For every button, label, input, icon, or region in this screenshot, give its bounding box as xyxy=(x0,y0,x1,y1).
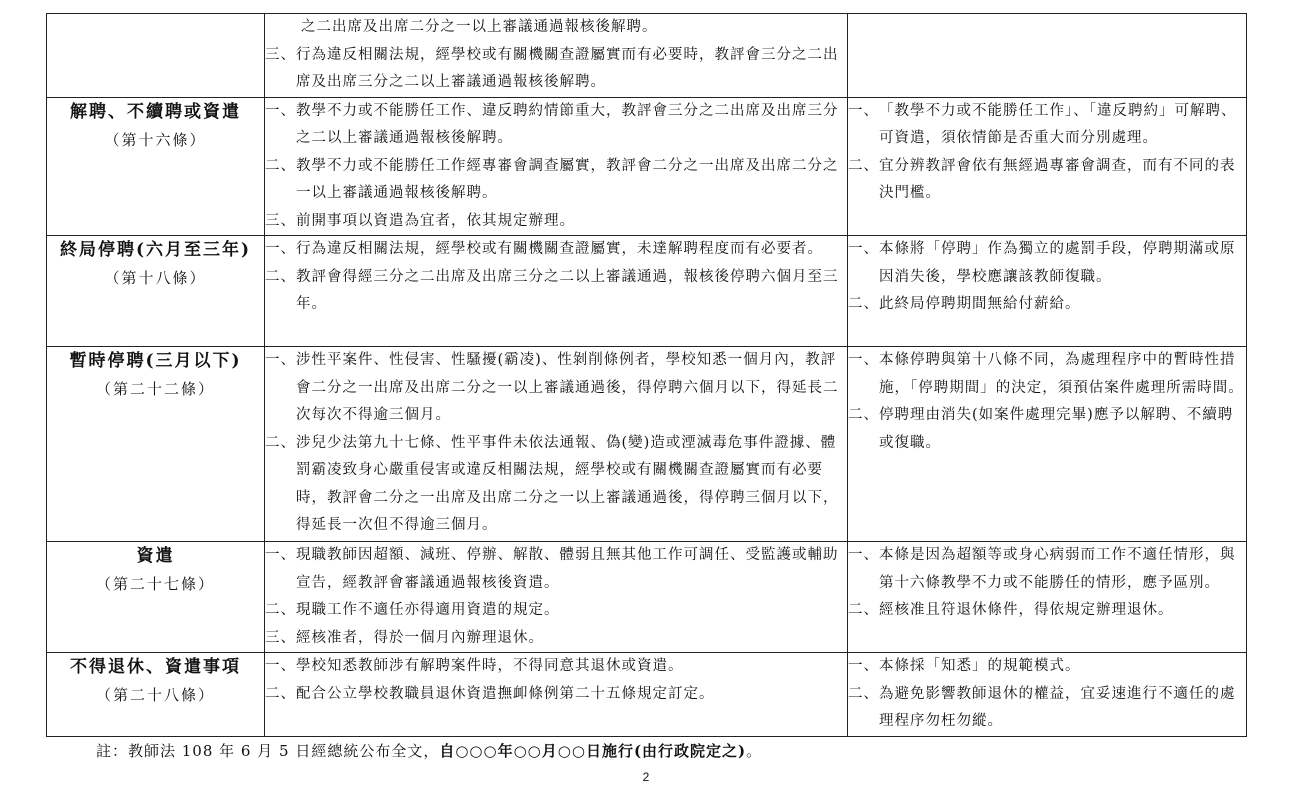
regulation-table xyxy=(46,13,1247,737)
row-title: 暫時停聘(三月以下) xyxy=(69,351,242,371)
note-item xyxy=(848,542,1246,597)
note-item-number: 二、 xyxy=(848,296,879,312)
row-title-cell xyxy=(47,542,265,653)
row-content-cell xyxy=(265,653,848,737)
note-item xyxy=(848,597,1246,625)
content-item xyxy=(265,597,847,625)
row-title-cell xyxy=(47,347,265,542)
content-item-text: 教學不力或不能勝任工作經專審會調查屬實，教評會二分之一出席及出席二分之一以上審議通過報核後解聘。 xyxy=(296,157,839,201)
note-item xyxy=(848,402,1246,457)
footnote-suffix: 。 xyxy=(746,742,763,760)
row-content-cell xyxy=(265,97,848,236)
note-item-text: 本條停聘與第十八條不同，為處理程序中的暫時性措施，「停聘期間」的決定，須預估案件處理所需時間。 xyxy=(879,352,1244,396)
content-item-number: 三、 xyxy=(265,46,296,63)
content-item xyxy=(265,542,847,597)
table-row xyxy=(47,236,1247,347)
row-notes-cell xyxy=(848,653,1247,737)
row-article: （第二十七條） xyxy=(95,575,215,593)
content-item xyxy=(265,153,847,208)
note-item-text: 停聘理由消失(如案件處理完畢)應予以解聘、不續聘或復職。 xyxy=(879,407,1234,451)
note-item-text: 本條是因為超額等或身心病弱而工作不適任情形，與第十六條教學不力或不能勝任的情形，應予區別。 xyxy=(879,547,1236,591)
note-item-number: 二、 xyxy=(848,685,879,702)
note-item-number: 二、 xyxy=(848,407,879,423)
content-item-text: 行為違反相關法規，經學校或有關機關查證屬實，未達解聘程度而有必要者。 xyxy=(296,241,823,257)
content-item-number: 一、 xyxy=(265,352,296,368)
content-item-number: 二、 xyxy=(265,157,296,174)
content-item-number: 三、 xyxy=(265,629,296,646)
content-item-text: 經核准者，得於一個月內辦理退休。 xyxy=(296,629,544,646)
content-item xyxy=(265,42,847,97)
content-item-text: 行為違反相關法規，經學校或有關機關查證屬實而有必要時，教評會三分之二出席及出席三分之二以上審議通過報核後解聘。 xyxy=(296,46,839,90)
note-item-number: 一、 xyxy=(848,352,879,368)
note-item-number: 一、 xyxy=(848,547,879,563)
content-item-number: 二、 xyxy=(265,685,296,702)
row-title-cell xyxy=(47,14,265,98)
row-title: 終局停聘(六月至三年) xyxy=(59,240,252,260)
content-item xyxy=(265,347,847,430)
content-item xyxy=(265,208,847,236)
content-item-text: 現職工作不適任亦得適用資遣的規定。 xyxy=(296,602,560,618)
note-item-text: 本條將「停聘」作為獨立的處罰手段，停聘期滿或原因消失後，學校應讓該教師復職。 xyxy=(879,241,1236,285)
content-item-text: 教評會得經三分之二出席及出席三分之二以上審議通過，報核後停聘六個月至三年。 xyxy=(296,268,839,312)
note-item-number: 二、 xyxy=(848,157,879,174)
footnote xyxy=(96,739,762,763)
note-item xyxy=(848,236,1246,291)
note-item-text: 本條採「知悉」的規範模式。 xyxy=(879,658,1081,674)
row-title-cell xyxy=(47,97,265,236)
content-item-number: 二、 xyxy=(265,268,296,285)
row-notes-cell xyxy=(848,347,1247,542)
note-item-number: 二、 xyxy=(848,602,879,618)
table-row xyxy=(47,542,1247,653)
content-item-number: 二、 xyxy=(265,434,296,451)
content-item xyxy=(265,236,847,264)
note-item xyxy=(848,681,1246,736)
content-item-text: 學校知悉教師涉有解聘案件時，不得同意其退休或資遣。 xyxy=(296,658,684,674)
row-title-cell xyxy=(47,236,265,347)
note-item-text: 此終局停聘期間無給付薪給。 xyxy=(879,296,1081,312)
content-item xyxy=(265,653,847,681)
row-content-cell xyxy=(265,14,848,98)
content-item-text: 涉兒少法第九十七條、性平事件未依法通報、偽(變)造或湮滅毒危事件證據、體罰霸凌致身心嚴重侵害或違反相關法規，經學校或有關機關查證屬實而有必要時，教評會二分之一出席及出席二分之一以上審議通過後，得停聘三個月以下，得延長一次但不得逾三個月。 xyxy=(296,434,839,533)
content-item-text: 前開事項以資遣為宜者，依其規定辦理。 xyxy=(296,212,575,229)
note-item-number: 一、 xyxy=(848,658,879,674)
content-item-number: 三、 xyxy=(265,212,296,229)
content-continuation: 之二出席及出席二分之一以上審議通過報核後解聘。 xyxy=(301,19,658,35)
content-item-number: 一、 xyxy=(265,241,296,257)
row-content-cell xyxy=(265,347,848,542)
row-article: （第二十二條） xyxy=(95,380,215,398)
footnote-effective-date: 自○○○年○○月○○日施行(由行政院定之) xyxy=(439,742,747,760)
content-item-text: 涉性平案件、性侵害、性騷擾(霸凌)、性剝削條例者，學校知悉一個月內，教評會二分之一出席及出席二分之一以上審議通過後，得停聘六個月以下，得延長二次每次不得逾三個月。 xyxy=(296,352,839,423)
note-item xyxy=(848,153,1246,208)
note-item xyxy=(848,347,1246,402)
note-item xyxy=(848,291,1246,319)
row-article: （第十六條） xyxy=(104,130,207,149)
content-item xyxy=(265,98,847,153)
page-number: 2 xyxy=(642,770,650,784)
row-title-cell xyxy=(47,653,265,737)
row-notes-cell xyxy=(848,14,1247,98)
content-item-text: 教學不力或不能勝任工作、違反聘約情節重大，教評會三分之二出席及出席三分之二以上審議通過報核後解聘。 xyxy=(296,102,839,146)
row-notes-cell xyxy=(848,236,1247,347)
note-item-number: 一、 xyxy=(848,241,879,257)
row-title: 解聘、不續聘或資遣 xyxy=(70,101,241,122)
content-item xyxy=(265,430,847,540)
table-row xyxy=(47,97,1247,236)
footnote-prefix: 註：教師法 108 年 6 月 5 日經總統公布全文， xyxy=(96,742,440,760)
row-article: （第二十八條） xyxy=(95,686,215,704)
content-item xyxy=(265,681,847,709)
note-item xyxy=(848,653,1246,681)
row-title: 不得退休、資遣事項 xyxy=(70,657,241,677)
content-item-text: 現職教師因超額、減班、停辦、解散、體弱且無其他工作可調任、受監護或輔助宣告，經教評會審議通過報核後資遣。 xyxy=(296,547,839,591)
table-row xyxy=(47,347,1247,542)
table-row xyxy=(47,653,1247,737)
note-item-text: 為避免影響教師退休的權益，宜妥速進行不適任的處理程序勿枉勿縱。 xyxy=(879,685,1236,729)
content-item xyxy=(265,264,847,319)
row-notes-cell xyxy=(848,97,1247,236)
note-item-number: 一、 xyxy=(848,102,879,119)
content-item-number: 一、 xyxy=(265,547,296,563)
row-title: 資遣 xyxy=(136,546,175,566)
content-item-text: 配合公立學校教職員退休資遣撫卹條例第二十五條規定訂定。 xyxy=(296,685,715,702)
row-article: （第十八條） xyxy=(104,269,207,287)
content-item-number: 一、 xyxy=(265,102,296,119)
row-content-cell xyxy=(265,542,848,653)
content-item xyxy=(265,625,847,653)
content-item-number: 二、 xyxy=(265,602,296,618)
note-item-text: 「教學不力或不能勝任工作」、「違反聘約」可解聘、可資遣，須依情節是否重大而分別處理。 xyxy=(879,102,1237,146)
table-row xyxy=(47,14,1247,98)
note-item-text: 經核准且符退休條件，得依規定辦理退休。 xyxy=(879,602,1174,618)
note-item xyxy=(848,98,1246,153)
row-content-cell xyxy=(265,236,848,347)
row-notes-cell xyxy=(848,542,1247,653)
content-item-number: 一、 xyxy=(265,658,296,674)
note-item-text: 宜分辨教評會依有無經過專審會調查，而有不同的表決門檻。 xyxy=(879,157,1236,201)
